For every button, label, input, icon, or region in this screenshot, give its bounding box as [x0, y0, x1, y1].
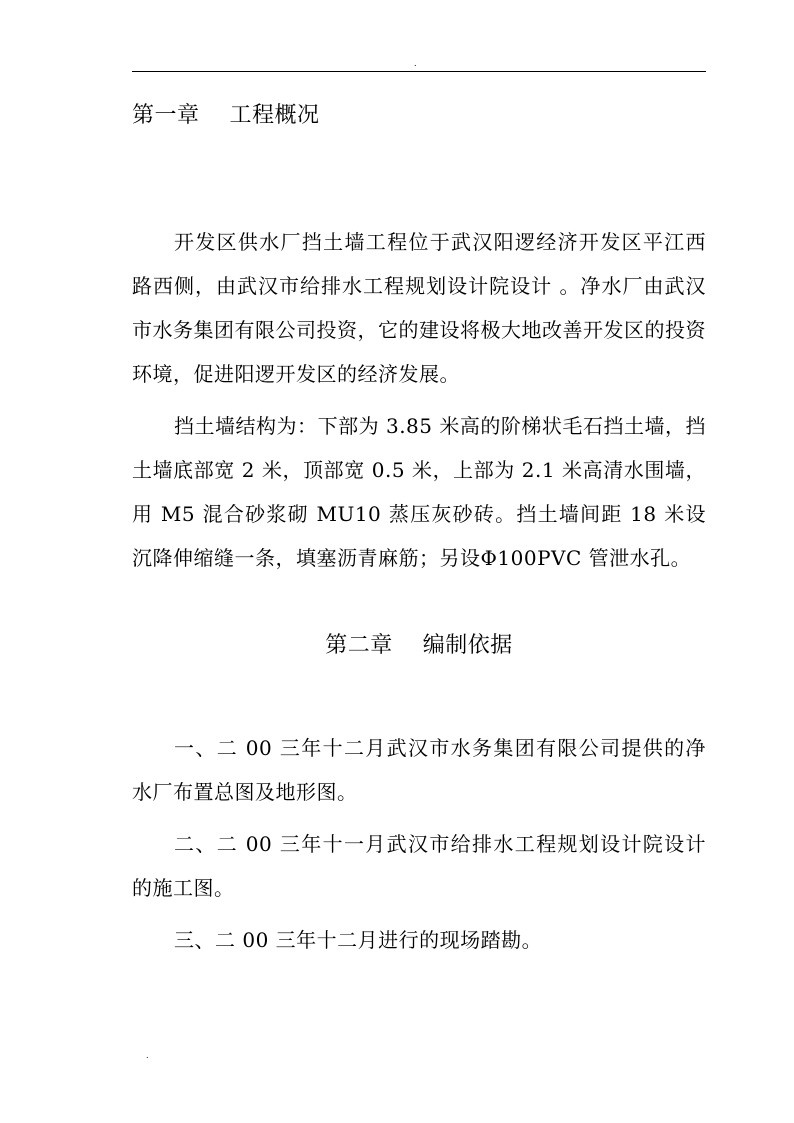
- chapter1-paragraph: 挡土墙结构为：下部为 3.85 米高的阶梯状毛石挡土墙，挡土墙底部宽 2 米，顶部宽 0.5 米，上部为 2.1 米高清水围墙，用 M5 混合砂浆砌 MU10 蒸压灰砂砖。挡土墙间距 18 米设沉降伸缩缝一条，填塞沥青麻筋；另设Φ100PVC 管泄水孔。: [132, 414, 706, 570]
- header-mark: .: [414, 59, 417, 68]
- header-rule: [132, 71, 706, 72]
- chapter2-item: 一、二 00 三年十二月武汉市水务集团有限公司提供的净水厂布置总图及地形图。: [132, 736, 706, 804]
- footer-mark: .: [146, 1051, 149, 1060]
- chapter2-item: 二、二 00 三年十一月武汉市给排水工程规划设计院设计的施工图。: [132, 832, 706, 900]
- chapter2-title: 第二章 编制依据: [325, 633, 513, 658]
- chapter1-title: 第一章 工程概况: [132, 103, 320, 128]
- chapter2-item: 三、二 00 三年十二月进行的现场踏勘。: [174, 928, 543, 952]
- chapter1-paragraph: 开发区供水厂挡土墙工程位于武汉阳逻经济开发区平江西路西侧，由武汉市给排水工程规划设计院设计 。净水厂由武汉市水务集团有限公司投资，它的建设将极大地改善开发区的投资环境，促进阳逻开发区的经济发展。: [132, 230, 706, 386]
- document-body: [132, 100, 706, 962]
